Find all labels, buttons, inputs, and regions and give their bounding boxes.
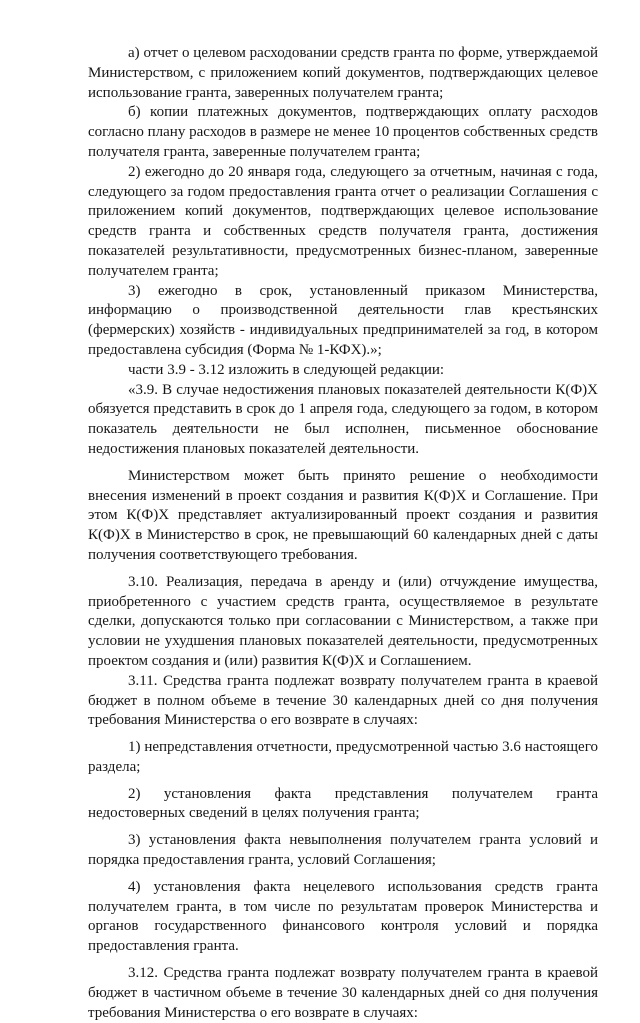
paragraph-case-2: 2) установления факта представления получателем гранта недостоверных сведений в целях получения гранта; <box>88 785 598 822</box>
paragraph-3-11: 3.11. Средства гранта подлежат возврату получателем гранта в краевой бюджет в полном объеме в течение 30 календарных дней со дня получения требования Министерства о его возврате в случаях: <box>88 672 598 729</box>
paragraph-item-2-annual-report: 2) ежегодно до 20 января года, следующего за отчетным, начиная с года, следующего за годом предоставления гранта отчет о реализации Соглашения с приложением копий документов, подтверждающих целевое использование средств гранта и собственных средств получателя гранта, достижения показателей результативности, предусмотренных бизнес-планом, заверенные получателем гранта; <box>88 163 598 279</box>
paragraph-ministry-decision: Министерством может быть принято решение о необходимости внесения изменений в проект создания и развития К(Ф)Х и Соглашение. При этом К(Ф)Х представляет актуализированный проект создания и развития К(Ф)Х в Министерство в срок, не превышающий 60 календарных дней с даты получения соответствующего требования. <box>88 467 598 563</box>
paragraph-item-3-production-info: 3) ежегодно в срок, установленный приказом Министерства, информацию о производственной деятельности глав крестьянских (фермерских) хозяйств - индивидуальных предпринимателей за год, в котором предоставлена субсидия (Форма № 1-КФХ).»; <box>88 282 598 358</box>
paragraph-3-12: 3.12. Средства гранта подлежат возврату получателем гранта в краевой бюджет в частичном объеме в течение 30 календарных дней со дня получения требования Министерства о его возврате в случаях: <box>88 965 598 1021</box>
paragraph-case-1: 1) непредставления отчетности, предусмотренной частью 3.6 настоящего раздела; <box>88 739 598 775</box>
paragraph-case-3: 3) установления факта невыполнения получателем гранта условий и порядка предоставления гранта, условий Соглашения; <box>88 832 598 869</box>
paragraph-item-a-report: а) отчет о целевом расходовании средств гранта по форме, утверждаемой Министерством, с приложением копий документов, подтверждающих целевое использование гранта, заверенных получателем гранта; <box>88 45 598 101</box>
paragraph-parts-instruction: части 3.9 - 3.12 изложить в следующей редакции: <box>128 361 445 378</box>
document-page <box>88 44 598 1023</box>
paragraph-item-b-payment-copies: б) копии платежных документов, подтверждающих оплату расходов согласно плану расходов в размере не менее 10 процентов собственных средств получателя гранта, заверенные получателем гранта; <box>88 104 598 160</box>
paragraph-3-10: 3.10. Реализация, передача в аренду и (или) отчуждение имущества, приобретенного с участием средств гранта, осуществляемое в результате сделки, допускаются только при согласовании с Министерством, а также при условии не ухудшения плановых показателей деятельности, предусмотренных проектом создания и (или) развития К(Ф)Х и Соглашением. <box>88 573 598 669</box>
paragraph-3-9: «3.9. В случае недостижения плановых показателей деятельности К(Ф)Х обязуется представить в срок до 1 апреля года, следующего за годом, в котором показатель деятельности не был исполнен, письменное обоснование недостижения плановых показателей деятельности. <box>88 381 598 457</box>
paragraph-case-4: 4) установления факта нецелевого использования средств гранта получателем гранта, в том числе по результатам проверок Министерства и органов государственного финансового контроля условий и порядка предоставления гранта. <box>88 878 598 955</box>
